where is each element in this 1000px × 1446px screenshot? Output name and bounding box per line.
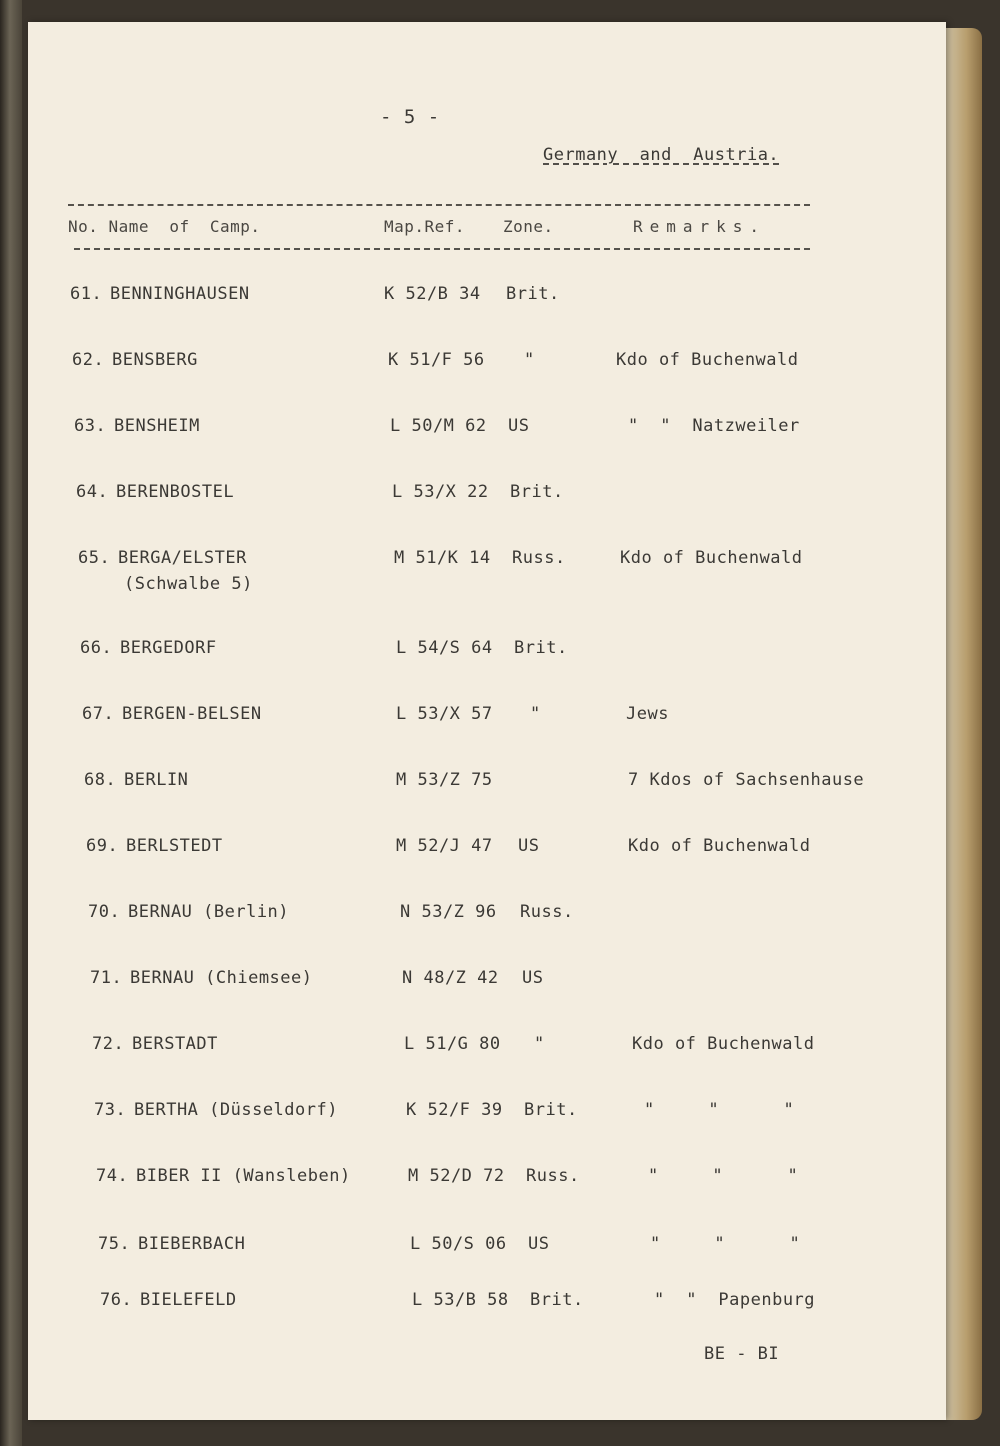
remarks: " " Papenburg — [654, 1290, 816, 1310]
camp-name: BERENBOSTEL — [116, 482, 235, 502]
remarks: " " Natzweiler — [628, 416, 800, 436]
row-number: 72. — [92, 1034, 125, 1054]
map-reference: L 53/X 57 — [396, 704, 493, 724]
map-reference: L 50/M 62 — [390, 416, 487, 436]
camp-name: BERNAU (Berlin) — [128, 902, 290, 922]
camp-name: BENNINGHAUSEN — [110, 284, 250, 304]
zone: " — [534, 1034, 545, 1054]
remarks: Kdo of Buchenwald — [632, 1034, 815, 1054]
column-header-map-ref: Map.Ref. — [384, 217, 466, 236]
row-number: 64. — [76, 482, 109, 502]
zone: Russ. — [526, 1166, 580, 1186]
remarks: Kdo of Buchenwald — [628, 836, 811, 856]
row-number: 74. — [96, 1166, 129, 1186]
map-reference: N 48/Z 42 — [402, 968, 499, 988]
row-number: 62. — [72, 350, 105, 370]
table-row — [28, 704, 946, 744]
zone: Russ. — [520, 902, 574, 922]
header-rule-top — [68, 204, 810, 206]
zone: Brit. — [530, 1290, 584, 1310]
table-row — [28, 1100, 946, 1140]
camp-name: BERLSTEDT — [126, 836, 223, 856]
camp-name: BERSTADT — [132, 1034, 218, 1054]
table-row — [28, 638, 946, 678]
row-number: 66. — [80, 638, 113, 658]
table-row — [28, 902, 946, 942]
camp-name: BIBER II (Wansleben) — [136, 1166, 351, 1186]
zone: US — [518, 836, 540, 856]
remarks: " " " — [648, 1166, 799, 1186]
book-binding — [0, 0, 22, 1446]
zone: Russ. — [512, 548, 566, 568]
camp-name: BENSHEIM — [114, 416, 200, 436]
camp-name: BIEBERBACH — [138, 1234, 246, 1254]
header-rule-bottom — [74, 248, 810, 250]
column-header-zone: Zone. — [503, 217, 554, 236]
camp-name: BERGA/ELSTER — [118, 548, 247, 568]
map-reference: K 51/F 56 — [388, 350, 485, 370]
map-reference: M 51/K 14 — [394, 548, 491, 568]
table-row — [28, 836, 946, 876]
camp-name: BIELEFELD — [140, 1290, 237, 1310]
map-reference: L 54/S 64 — [396, 638, 493, 658]
zone: Brit. — [524, 1100, 578, 1120]
row-number: 70. — [88, 902, 121, 922]
camp-name: BENSBERG — [112, 350, 198, 370]
camp-name: BERGEDORF — [120, 638, 217, 658]
table-row — [28, 284, 946, 324]
row-number: 61. — [70, 284, 103, 304]
row-number: 63. — [74, 416, 107, 436]
row-number: 65. — [78, 548, 111, 568]
map-reference: L 53/B 58 — [412, 1290, 509, 1310]
table-row — [28, 416, 946, 456]
map-reference: M 53/Z 75 — [396, 770, 493, 790]
row-number: 76. — [100, 1290, 133, 1310]
document-page — [28, 22, 946, 1420]
section-title: Germany and Austria. — [543, 145, 780, 165]
table-row — [28, 1034, 946, 1074]
remarks: Kdo of Buchenwald — [616, 350, 799, 370]
table-row — [28, 548, 946, 594]
row-number: 68. — [84, 770, 117, 790]
column-header-no-name: No. Name of Camp. — [68, 217, 261, 236]
table-row — [28, 1166, 946, 1206]
zone: Brit. — [510, 482, 564, 502]
zone: Brit. — [506, 284, 560, 304]
page-number: - 5 - — [380, 106, 440, 128]
remarks: Jews — [626, 704, 669, 724]
zone: US — [528, 1234, 550, 1254]
camp-name: BERTHA (Düsseldorf) — [134, 1100, 338, 1120]
zone: " — [530, 704, 541, 724]
zone: US — [522, 968, 544, 988]
row-number: 69. — [86, 836, 119, 856]
remarks: " " " — [644, 1100, 795, 1120]
map-reference: N 53/Z 96 — [400, 902, 497, 922]
zone: " — [524, 350, 535, 370]
zone: Brit. — [514, 638, 568, 658]
map-reference: M 52/D 72 — [408, 1166, 505, 1186]
remarks: Kdo of Buchenwald — [620, 548, 803, 568]
table-row — [28, 770, 946, 810]
row-number: 73. — [94, 1100, 127, 1120]
camp-name: BERNAU (Chiemsee) — [130, 968, 313, 988]
table-row — [28, 1234, 946, 1274]
map-reference: L 51/G 80 — [404, 1034, 501, 1054]
column-header-remarks: Remarks. — [633, 217, 767, 236]
row-number: 75. — [98, 1234, 131, 1254]
map-reference: M 52/J 47 — [396, 836, 493, 856]
table-row — [28, 482, 946, 522]
page-range-code: BE - BI — [704, 1344, 780, 1364]
table-row — [28, 350, 946, 390]
camp-name-sub: (Schwalbe 5) — [124, 574, 253, 594]
row-number: 71. — [90, 968, 123, 988]
row-number: 67. — [82, 704, 115, 724]
map-reference: L 50/S 06 — [410, 1234, 507, 1254]
remarks: " " " — [650, 1234, 801, 1254]
camp-name: BERLIN — [124, 770, 189, 790]
camp-name: BERGEN-BELSEN — [122, 704, 262, 724]
remarks: 7 Kdos of Sachsenhause — [628, 770, 865, 790]
zone: US — [508, 416, 530, 436]
map-reference: K 52/F 39 — [406, 1100, 503, 1120]
table-row — [28, 1290, 946, 1330]
table-row — [28, 968, 946, 1008]
map-reference: L 53/X 22 — [392, 482, 489, 502]
map-reference: K 52/B 34 — [384, 284, 481, 304]
